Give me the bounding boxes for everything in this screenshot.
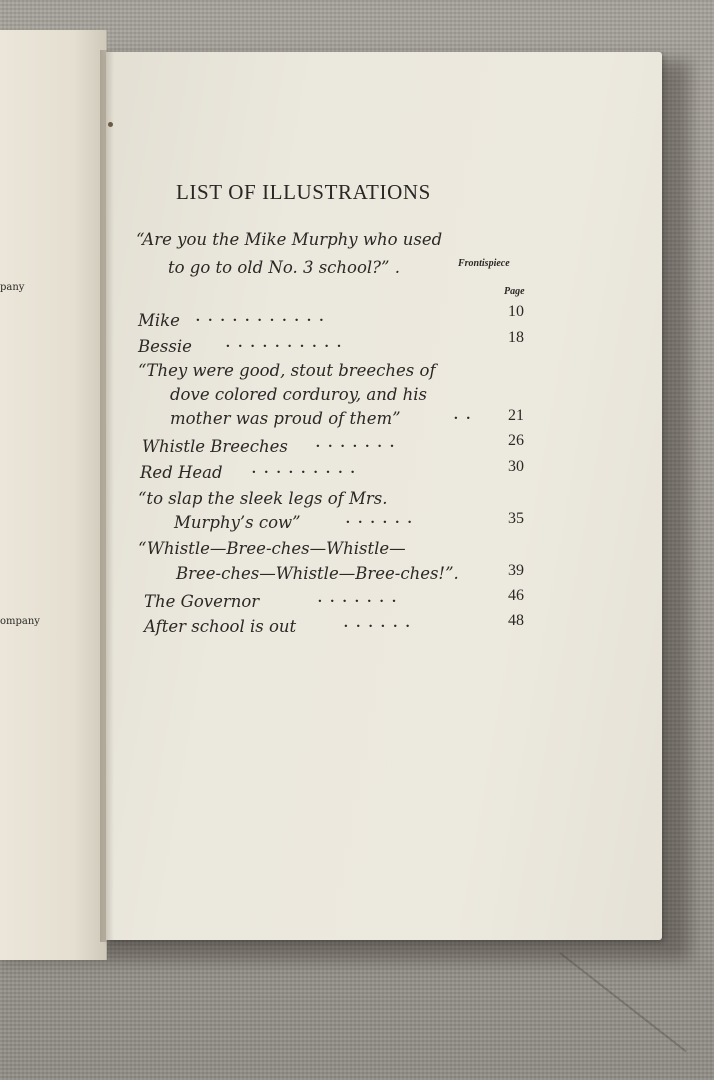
leader-dots: ...........	[196, 309, 332, 325]
frontispiece-caption-line: to go to old No. 3 school?” .	[168, 258, 400, 277]
leader-dots: ..	[454, 407, 479, 423]
illustration-caption: dove colored corduroy, and his	[170, 385, 428, 404]
illustration-caption: Red Head	[140, 463, 223, 482]
illustration-caption: “They were good, stout breeches of	[138, 361, 436, 380]
illustration-caption: “Whistle—Bree-ches—Whistle—	[138, 539, 406, 558]
page-heading: LIST OF ILLUSTRATIONS	[176, 180, 431, 204]
book-gutter	[100, 50, 114, 942]
leader-dots: .......	[318, 590, 405, 606]
leader-dots: ..........	[226, 335, 350, 351]
leader-dots: ......	[344, 615, 419, 631]
illustration-page: 48	[508, 612, 524, 629]
illustration-page: 26	[508, 432, 524, 449]
left-page	[0, 30, 107, 960]
leader-dots: .......	[316, 435, 403, 451]
left-page-edge-text: ompany	[0, 616, 40, 627]
illustration-caption: Mike	[138, 311, 180, 330]
illustration-caption: “to slap the sleek legs of Mrs.	[138, 489, 388, 508]
illustration-caption: After school is out	[144, 617, 297, 636]
illustration-caption: Murphy’s cow”	[174, 513, 301, 532]
leader-dots: .........	[252, 461, 364, 477]
fabric-fold	[559, 952, 686, 1052]
leader-dots: ......	[346, 511, 421, 527]
illustration-page: 10	[508, 303, 524, 320]
left-page-edge-text: pany	[0, 282, 25, 293]
illustration-caption: mother was proud of them”	[170, 409, 401, 428]
frontispiece-caption-line: “Are you the Mike Murphy who used	[136, 230, 443, 249]
frontispiece-label: Frontispiece	[458, 258, 510, 269]
illustration-caption: The Governor	[144, 592, 260, 611]
illustration-page: 46	[508, 587, 524, 604]
paper-spot	[108, 122, 113, 127]
illustration-caption: Whistle Breeches	[142, 437, 288, 456]
illustration-page: 35	[508, 510, 524, 527]
illustration-caption: Bree-ches—Whistle—Bree-ches!”.	[176, 564, 459, 583]
illustration-page: 21	[508, 407, 524, 424]
illustration-caption: Bessie	[138, 337, 192, 356]
page-column-header: Page	[504, 286, 525, 297]
illustration-page: 30	[508, 458, 524, 475]
illustration-page: 39	[508, 562, 524, 579]
illustration-page: 18	[508, 329, 524, 346]
